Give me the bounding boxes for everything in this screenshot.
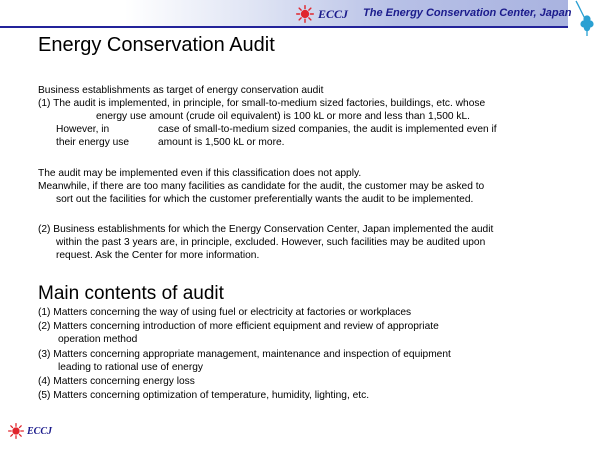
item1-line: case of small-to-medium sized companies, the audit is implemented even if: [158, 124, 497, 135]
header-org-name: The Energy Conservation Center, Japan: [363, 7, 572, 19]
header-logo-text: ECCJ: [318, 6, 349, 21]
item1-line: (1) The audit is implemented, in principle, for small-to-medium sized factories, buildings, etc. whose: [38, 98, 486, 109]
item1-line: However, in: [56, 124, 110, 135]
item2-line: request. Ask the Center for more information.: [56, 250, 260, 261]
item1-line: energy use amount (crude oil equivalent) is 100 kL or more and less than 1,500 kL.: [96, 111, 470, 122]
footer-logo-text: ECCJ: [27, 425, 53, 437]
clover-icon: [572, 0, 600, 42]
note-text: sort out the facilities for which the customer preferentially wants the audit to be implemented.: [56, 194, 474, 205]
section-title: Main contents of audit: [38, 283, 224, 304]
header-rule: [0, 26, 568, 28]
contents-item: (1) Matters concerning the way of using fuel or electricity at factories or workplaces: [38, 307, 412, 318]
contents-item: (4) Matters concerning energy loss: [38, 376, 195, 387]
contents-item: (5) Matters concerning optimization of temperature, humidity, lighting, etc.: [38, 390, 370, 401]
item2-line: (2) Business establishments for which the Energy Conservation Center, Japan implemented the audit: [38, 224, 494, 235]
contents-item: operation method: [58, 334, 138, 345]
item2-line: within the past 3 years are, in principle, excluded. However, such facilities may be audited upon: [56, 237, 486, 248]
contents-item: leading to rational use of energy: [58, 362, 203, 373]
sun-logo-icon: [296, 5, 314, 23]
note-text: The audit may be implemented even if this classification does not apply.: [38, 168, 362, 179]
page-title: Energy Conservation Audit: [38, 34, 275, 56]
header-logo: [296, 5, 348, 23]
sun-logo-icon: [8, 423, 24, 439]
contents-item: (3) Matters concerning appropriate management, maintenance and inspection of equipment: [38, 349, 451, 360]
item1-line: amount is 1,500 kL or more.: [158, 137, 285, 148]
note-text: Meanwhile, if there are too many facilities as candidate for the audit, the customer may be asked to: [38, 181, 485, 192]
intro-text: Business establishments as target of energy conservation audit: [38, 85, 324, 96]
contents-item: (2) Matters concerning introduction of more efficient equipment and review of appropriate: [38, 321, 439, 332]
footer-logo: [8, 423, 52, 439]
item1-line: their energy use: [56, 137, 130, 148]
